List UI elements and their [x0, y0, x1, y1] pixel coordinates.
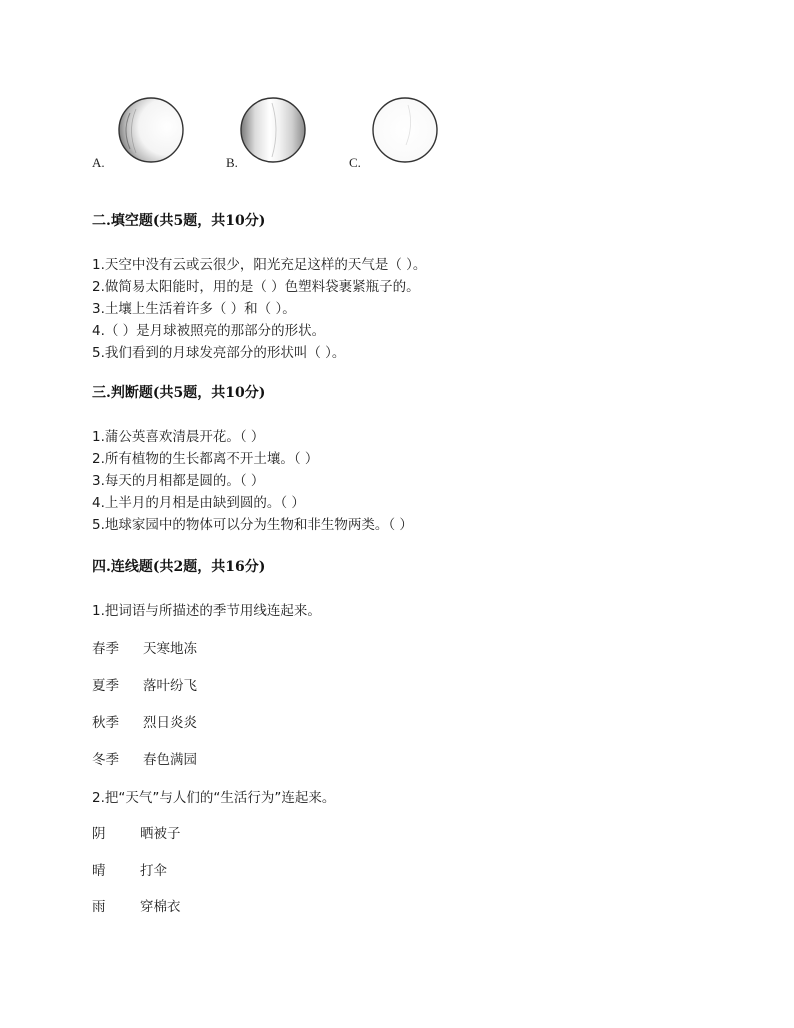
match-pair: [92, 748, 197, 768]
match-pair: [92, 637, 197, 657]
match-pair: [92, 895, 181, 915]
moon-option-label: A.: [92, 155, 105, 170]
match-question-1-prompt: 1.把词语与所描述的季节用线连起来。: [92, 603, 321, 619]
match-left-term[interactable]: 秋季: [92, 715, 119, 731]
fill-question-5: 5.我们看到的月球发亮部分的形状叫（ ）。: [92, 345, 346, 361]
section-title-judge: 三.判断题(共5题，共10分): [92, 385, 266, 401]
moon-option-label: C.: [349, 155, 361, 170]
judge-question-5: 5.地球家园中的物体可以分为生物和非生物两类。（ ）: [92, 517, 413, 533]
fill-question-1: 1.天空中没有云或云很少，阳光充足这样的天气是（ ）。: [92, 257, 427, 273]
match-right-term[interactable]: 天寒地冻: [143, 641, 197, 657]
moon-option-label: B.: [226, 155, 238, 170]
match-left-term[interactable]: 冬季: [92, 752, 119, 768]
judge-question-3: 3.每天的月相都是圆的。（ ）: [92, 473, 265, 489]
fill-question-4: 4.（ ）是月球被照亮的那部分的形状。: [92, 323, 326, 339]
match-pair: [92, 822, 181, 842]
section-title-match: 四.连线题(共2题，共16分): [92, 559, 266, 575]
match-left-term[interactable]: 雨: [92, 899, 106, 915]
section-title-fill: 二.填空题(共5题，共10分): [92, 213, 266, 229]
judge-question-2: 2.所有植物的生长都离不开土壤。（ ）: [92, 451, 319, 467]
fill-question-3: 3.土壤上生活着许多（ ）和（ ）。: [92, 301, 296, 317]
match-right-term[interactable]: 春色满园: [143, 752, 197, 768]
fill-question-2: 2.做简易太阳能时，用的是（ ）色塑料袋裹紧瓶子的。: [92, 279, 420, 295]
match-pair: [92, 711, 197, 731]
match-left-term[interactable]: 晴: [92, 863, 106, 879]
judge-question-4: 4.上半月的月相是由缺到圆的。（ ）: [92, 495, 305, 511]
moon-light-image: [370, 95, 440, 165]
moon-left-shaded-image: [116, 95, 186, 165]
moon-option-c[interactable]: [349, 95, 449, 175]
match-question-2-prompt: 2.把“天气”与人们的“生活行为”连起来。: [92, 790, 336, 806]
match-right-term[interactable]: 打伞: [140, 863, 167, 879]
moon-option-b[interactable]: [226, 95, 326, 175]
match-left-term[interactable]: 春季: [92, 641, 119, 657]
moon-option-a[interactable]: [92, 95, 192, 175]
match-left-term[interactable]: 阴: [92, 826, 106, 842]
moon-sides-shaded-image: [238, 95, 308, 165]
judge-question-1: 1.蒲公英喜欢清晨开花。（ ）: [92, 429, 265, 445]
match-right-term[interactable]: 落叶纷飞: [143, 678, 197, 694]
match-left-term[interactable]: 夏季: [92, 678, 119, 694]
match-pair: [92, 674, 197, 694]
match-right-term[interactable]: 穿棉衣: [140, 899, 181, 915]
match-right-term[interactable]: 烈日炎炎: [143, 715, 197, 731]
match-right-term[interactable]: 晒被子: [140, 826, 181, 842]
match-pair: [92, 859, 167, 879]
